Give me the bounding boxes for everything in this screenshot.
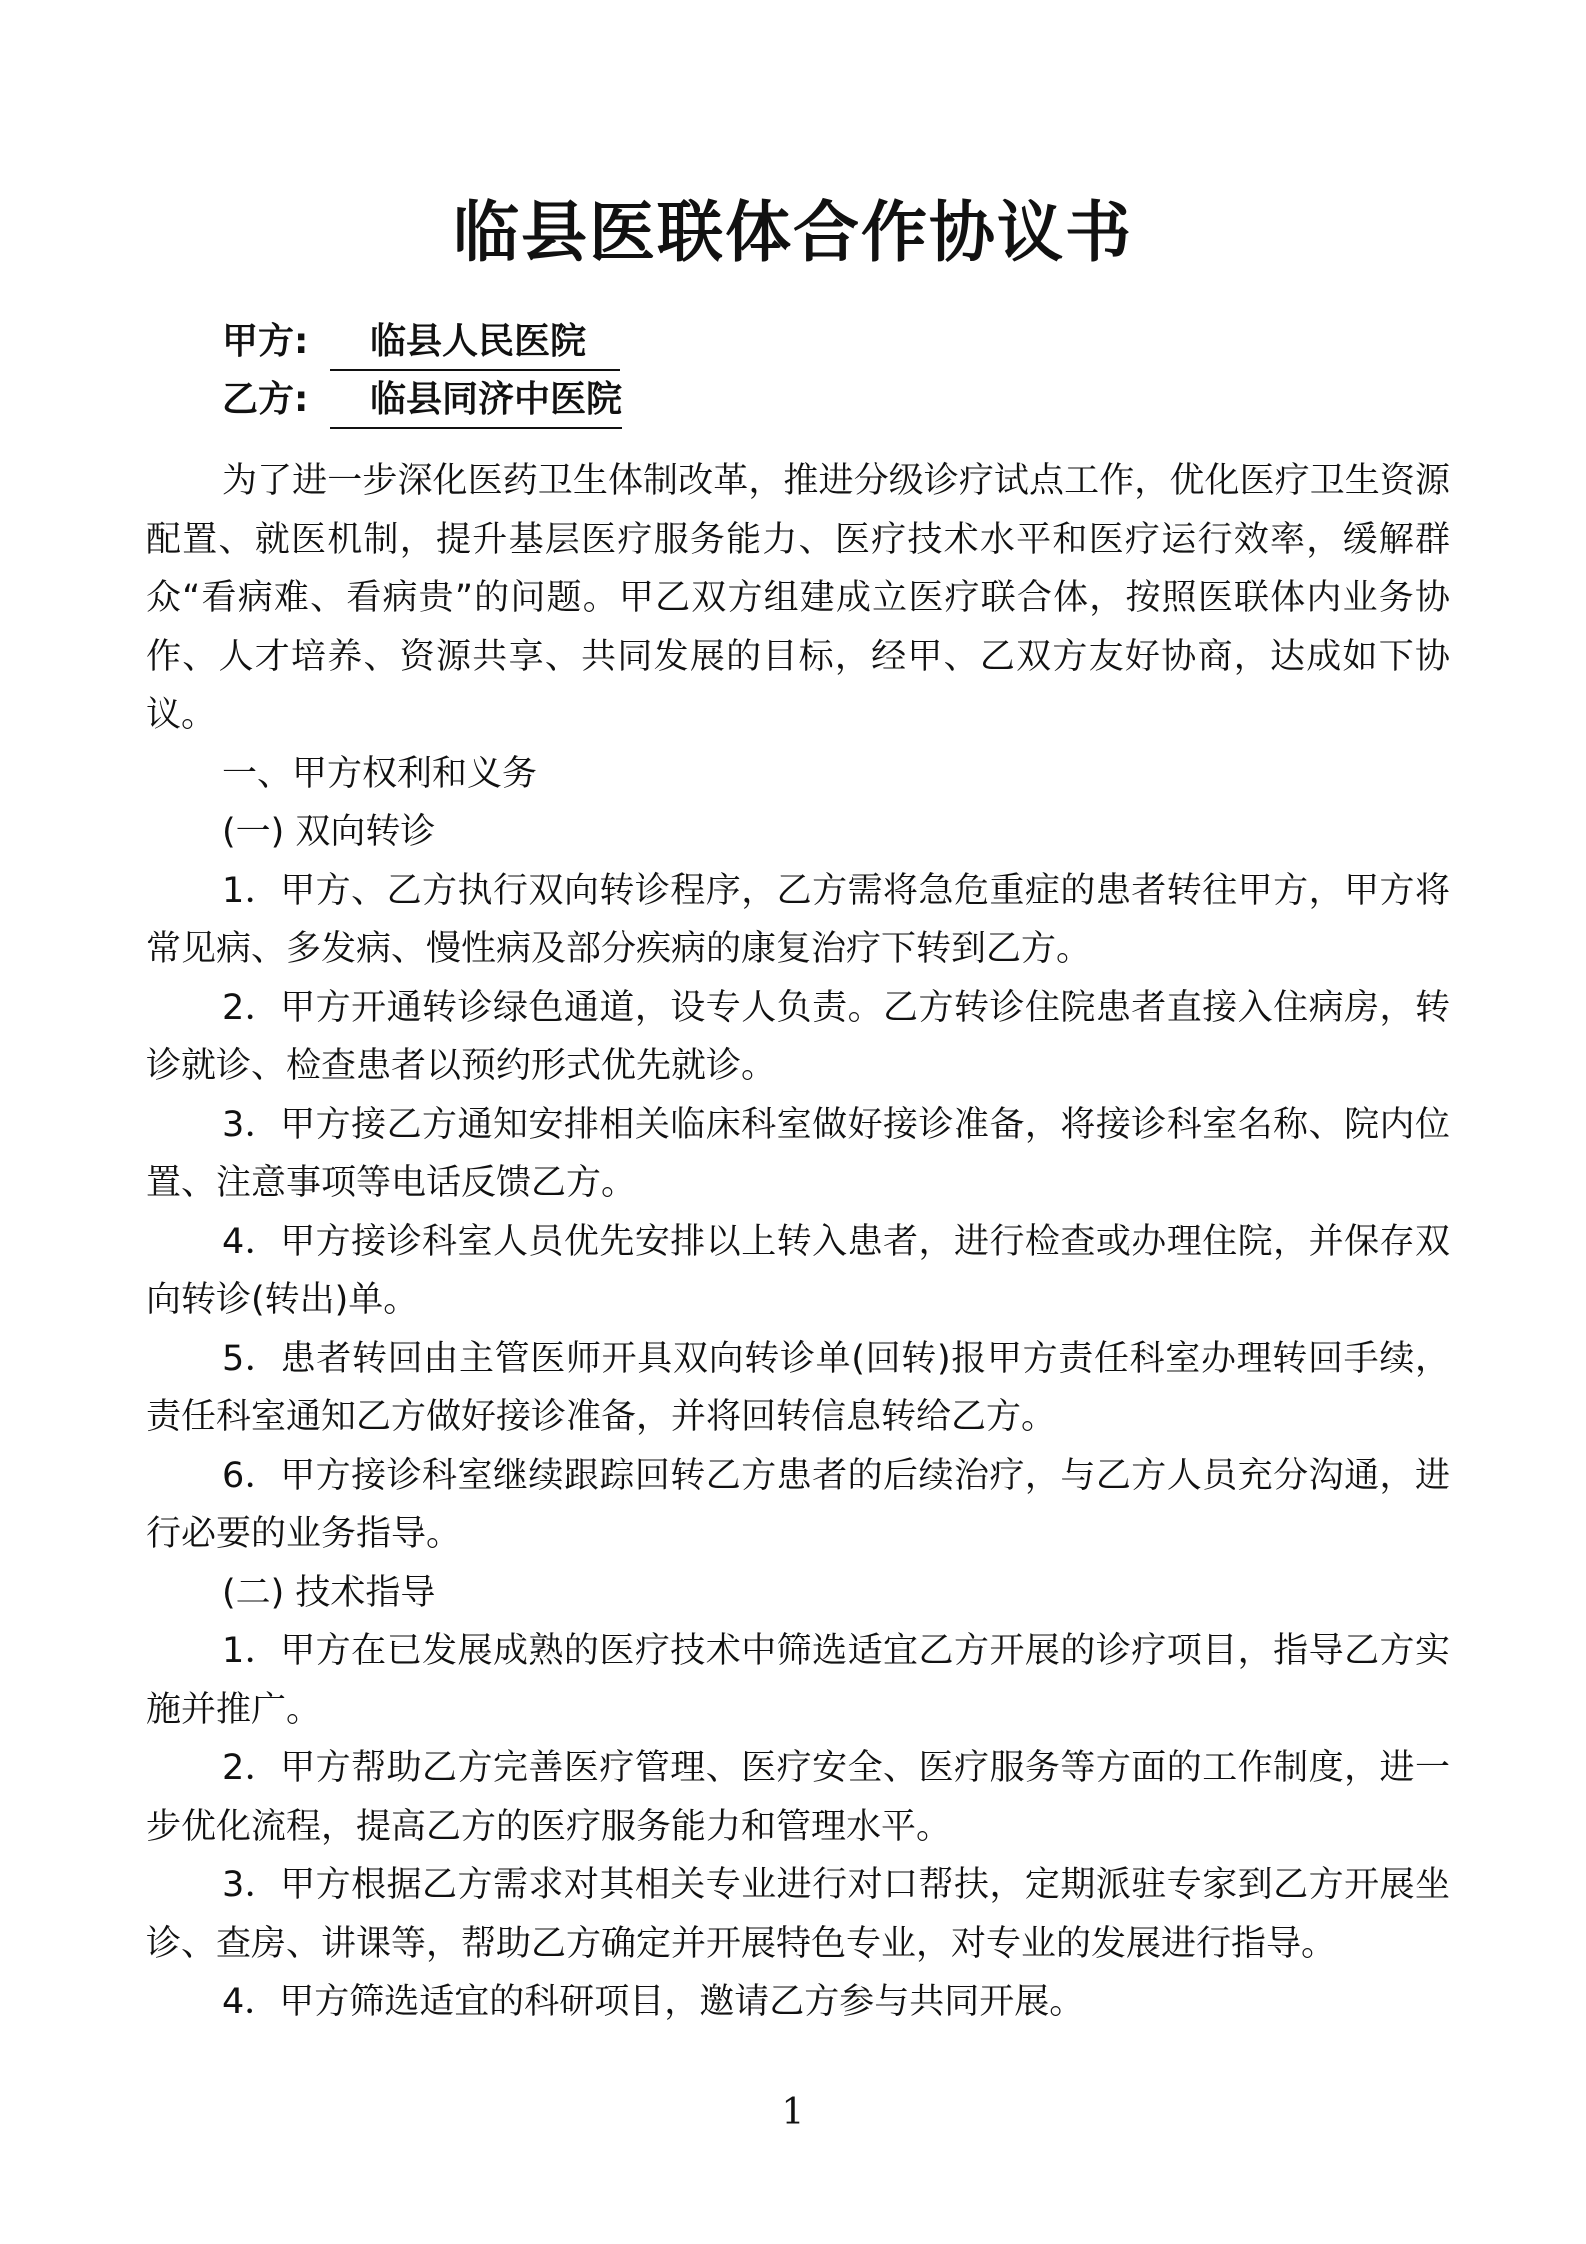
subsection-heading-referral: (一) 双向转诊 [222,812,436,852]
party-b-line [222,373,622,429]
referral-item: 5．患者转回由主管医师开具双向转诊单(回转)报甲方责任科室办理转回手续，责任科室通知乙方做好接诊准备，并将回转信息转给乙方。 [146,1338,1450,1437]
referral-item: 3．甲方接乙方通知安排相关临床科室做好接诊准备，将接诊科室名称、院内位置、注意事项等电话反馈乙方。 [146,1104,1450,1203]
party-a-line [222,315,620,371]
agreement-body [146,452,1450,2032]
guidance-item: 3．甲方根据乙方需求对其相关专业进行对口帮扶，定期派驻专家到乙方开展坐诊、查房、讲课等，帮助乙方确定并开展特色专业，对专业的发展进行指导。 [146,1865,1450,1964]
document-title: 临县医联体合作协议书 [453,194,1133,271]
referral-item: 6．甲方接诊科室继续跟踪回转乙方患者的后续治疗，与乙方人员充分沟通，进行必要的业务指导。 [146,1455,1450,1554]
section-heading-party-a-rights: 一、甲方权利和义务 [222,753,538,794]
guidance-item: 2．甲方帮助乙方完善医疗管理、医疗安全、医疗服务等方面的工作制度，进一步优化流程，提高乙方的医疗服务能力和管理水平。 [146,1748,1450,1847]
page-number: 1 [781,2092,805,2133]
referral-item: 2．甲方开通转诊绿色通道，设专人负责。乙方转诊住院患者直接入住病房，转诊就诊、检查患者以预约形式优先就诊。 [146,987,1450,1086]
guidance-item: 4．甲方筛选适宜的科研项目，邀请乙方参与共同开展。 [222,1982,1085,2022]
guidance-item: 1．甲方在已发展成熟的医疗技术中筛选适宜乙方开展的诊疗项目，指导乙方实施并推广。 [146,1631,1450,1730]
referral-item: 4．甲方接诊科室人员优先安排以上转入患者，进行检查或办理住院，并保存双向转诊(转出)单。 [146,1221,1450,1320]
referral-item: 1．甲方、乙方执行双向转诊程序，乙方需将急危重症的患者转往甲方，甲方将常见病、多发病、慢性病及部分疾病的康复治疗下转到乙方。 [146,870,1450,969]
party-b-name: 临县同济中医院 [330,373,622,429]
party-a-label: 甲方: [222,321,309,362]
intro-paragraph: 为了进一步深化医药卫生体制改革，推进分级诊疗试点工作，优化医疗卫生资源配置、就医机制，提升基层医疗服务能力、医疗技术水平和医疗运行效率，缓解群众“看病难、看病贵”的问题。甲乙双方组建成立医疗联合体，按照医联体内业务协作、人才培养、资源共享、共同发展的目标，经甲、乙双方友好协商，达成如下协议。 [146,461,1450,735]
party-a-name: 临县人民医院 [330,315,620,371]
party-b-label: 乙方: [222,379,309,420]
subsection-heading-technical-guidance: (二) 技术指导 [222,1572,436,1613]
